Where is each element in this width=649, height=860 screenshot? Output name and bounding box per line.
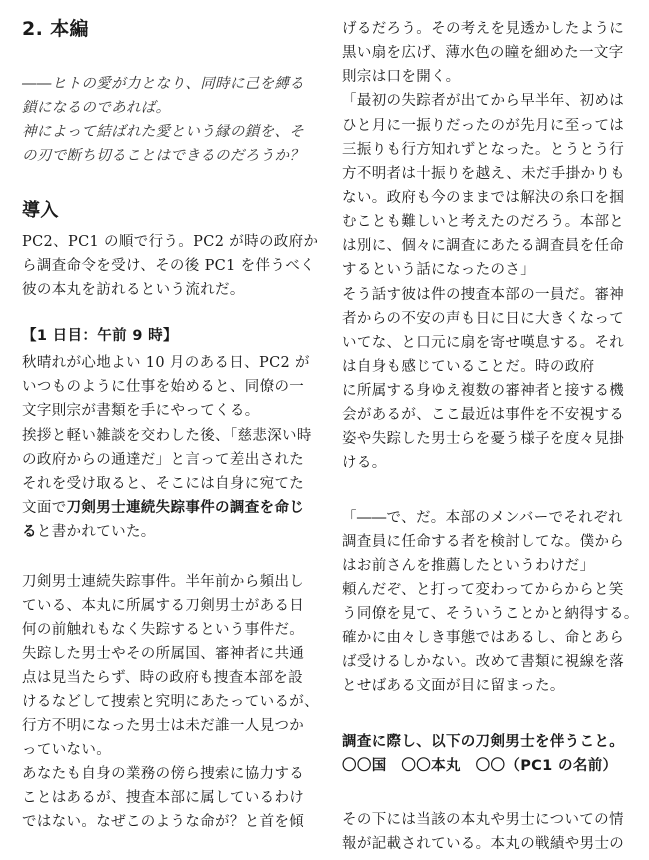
- body-line: それを受け取ると、そこには自身に宛てた: [22, 476, 305, 492]
- order-emphasis-end: る: [22, 524, 37, 540]
- body-line: 秋晴れが心地よい 10 月のある日、PC2 が: [22, 355, 310, 371]
- epigraph-line: の刃で断ち切ることはできるのだろうか？: [22, 148, 305, 164]
- body-line: 挨拶と軽い雑談を交わした後、「慈悲深い時: [22, 428, 312, 444]
- body-line: 姿や失踪した男士らを憂う様子を度々見掛: [342, 431, 625, 447]
- body-line: 何の前触れもなく失踪するという事件だ。: [22, 622, 305, 638]
- section-heading: 2. 本編: [22, 18, 89, 40]
- body-line: するという話になったのさ」: [342, 262, 536, 278]
- intro-line: 彼の本丸を訪れるという流れだ。: [22, 282, 245, 298]
- body-line: 文字則宗が書類を手にやってくる。: [22, 403, 260, 419]
- body-line: う同僚を見て、そういうことかと納得する。: [342, 606, 639, 622]
- body-line: あなたも自身の業務の傍ら捜索に協力する: [22, 766, 305, 782]
- body-line: ではない。なぜこのような命が？と首を傾: [22, 814, 305, 830]
- order-emphasis: 刀剣男士連続失踪事件の調査を命じ: [66, 500, 305, 516]
- body-line: 失踪した男士やその所属国、審神者に共通: [22, 646, 305, 662]
- order-prefix: 文面で: [22, 500, 67, 516]
- body-line: 黒い扇を広げ、薄水色の瞳を細めた一文字: [342, 45, 624, 61]
- body-line: いつものように仕事を始めると、同僚の一: [22, 379, 305, 395]
- body-line: ことはあるが、捜査本部に属しているわけ: [22, 790, 305, 806]
- body-line: 則宗は口を開く。: [342, 69, 461, 85]
- body-line: っていない。: [22, 742, 112, 758]
- body-line: 会があるが、ここ最近は事件を不安視する: [342, 407, 625, 423]
- order-line-2: [22, 522, 156, 542]
- body-line: ている、本丸に所属する刀剣男士がある日: [22, 598, 305, 614]
- body-line: 「最初の失踪者が出てから早半年、初めは: [342, 93, 625, 109]
- body-line: いてな、と口元に扇を寄せ嘆息する。それ: [342, 335, 625, 351]
- epigraph-line: 神によって結ばれた愛という縁の鎖を、そ: [22, 124, 305, 140]
- body-line: ける。: [342, 455, 387, 471]
- body-line: の政府からの通達だ」と言って差出された: [22, 452, 305, 468]
- body-line: けるなどして捜索と究明にあたっているが、: [22, 694, 319, 710]
- body-line: 方不明者は十振りを越え、未だ手掛かりも: [342, 166, 626, 182]
- body-line: とせばある文面が目に留まった。: [342, 678, 565, 694]
- epigraph-line: ――ヒトの愛が力となり、同時に己を縛る: [22, 76, 305, 92]
- body-line: 「――で、だ。本部のメンバーでそれぞれ: [342, 510, 623, 526]
- intro-heading: 導入: [22, 200, 59, 221]
- body-line: むことも難しいと考えたのだろう。本部と: [342, 214, 625, 230]
- body-line: は別に、個々に調査にあたる調査員を任命: [342, 238, 625, 254]
- body-line: 点は見当たらず、時の政府も捜査本部を設: [22, 670, 303, 686]
- body-line: 者からの不安の声も日に日に大きくなって: [342, 311, 625, 327]
- body-line: はお前さんを推薦したというわけだ」: [342, 558, 595, 574]
- body-line: ば受けるしかない。改めて書類に視線を落: [342, 654, 625, 670]
- day-heading: 【1 日目：午前 9 時】: [22, 328, 178, 344]
- body-line: げるだろう。その考えを見透かしたように: [342, 21, 625, 37]
- document-instruction: 〇〇国 〇〇本丸 〇〇（PC1 の名前）: [342, 758, 618, 774]
- intro-line: PC2、PC1 の順で行う。PC2 が時の政府か: [22, 234, 319, 250]
- body-line: 三振りも行方知れずとなった。とうとう行: [342, 142, 625, 158]
- body-line: 調査員に任命する者を検討してな。僕から: [342, 534, 625, 550]
- order-line: [22, 498, 304, 518]
- body-line: そう話す彼は件の捜査本部の一員だ。審神: [342, 287, 625, 303]
- body-line: ない。政府も今のままでは解決の糸口を掴: [342, 190, 625, 206]
- body-line: は自身も感じていることだ。時の政府: [342, 359, 595, 375]
- body-line: に所属する身ゆえ複数の審神者と接する機: [342, 383, 625, 399]
- body-line: 確かに由々しき事態ではあるし、命とあら: [342, 630, 625, 646]
- document-instruction: 調査に際し、以下の刀剣男士を伴うこと。: [342, 734, 625, 750]
- body-line: その下には当該の本丸や男士についての情: [342, 812, 624, 828]
- order-suffix: と書かれていた。: [36, 524, 156, 540]
- intro-line: ら調査命令を受け、その後 PC1 を伴うべく: [22, 258, 315, 274]
- body-line: 刀剣男士連続失踪事件。半年前から頻出し: [22, 574, 305, 590]
- epigraph-line: 鎖になるのであれば。: [22, 100, 171, 116]
- body-line: 頼んだぞ、と打って変わってからからと笑: [342, 582, 624, 598]
- body-line: ひと月に一振りだったのが先月に至っては: [342, 118, 625, 134]
- body-line: 報が記載されている。本丸の戦績や男士の: [342, 836, 625, 852]
- body-line: 行方不明になった男士は未だ誰一人見つか: [22, 718, 305, 734]
